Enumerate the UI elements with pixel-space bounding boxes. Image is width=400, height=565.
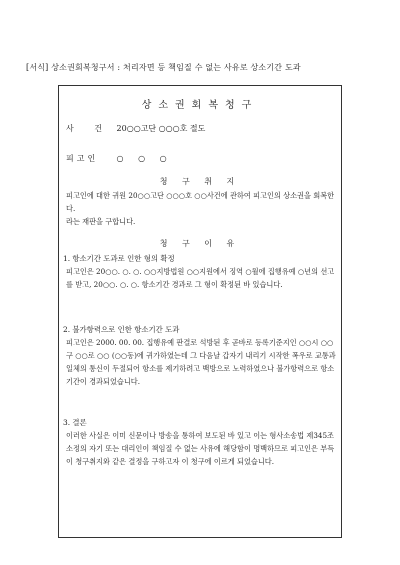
purpose-text: 피고인에 대한 귀원 20○○고단 ○○○호 ○○사건에 관하여 피고인의 상소권을 회복한다. <box>66 191 335 213</box>
reasons-heading: 청 구 이 유 <box>159 239 241 248</box>
form-header: [서식] 상소권회복청구서 : 처리자면 등 책임질 수 없는 사유로 상소기간 도과 <box>26 63 301 72</box>
defendant-row <box>66 153 173 164</box>
reason-2-title: 2. 불가항력으로 인한 항소기간 도과 <box>63 325 180 334</box>
document-title: 상소권회복청구 <box>141 100 259 111</box>
document-box <box>58 85 342 538</box>
defendant-value: ○ ○ ○ <box>116 154 173 163</box>
reason-1-title: 1. 항소기간 도과로 인한 형의 확정 <box>63 254 175 263</box>
case-value: 20○○고단 ○○○호 절도 <box>116 124 206 133</box>
reason-3-title: 3. 결론 <box>63 418 87 427</box>
case-row <box>66 123 205 134</box>
reason-3-text: 이러한 사실은 이미 신문이나 방송을 통하여 보도된 바 있고 이는 형사소송법 제345조 소정의 자기 또는 대리인이 책임질 수 없는 사유에 해당함이 명백하므로 피고인은 부득이 청구취지와 같은 결정을 구하고자 이 청구에 이르게 되었습니다. <box>66 431 335 466</box>
purpose-heading: 청 구 취 지 <box>159 177 241 186</box>
case-label: 사 건 <box>66 124 111 133</box>
reason-2-text: 피고인은 2000. 00. 00. 집행유예 판결로 석방된 후 곧바로 등록기준지인 ○○시 ○○구 ○○로 ○○ (○○동)에 귀가하였는데 그 다음날 갑자기 내리기 시작한 폭우로 교통과 일체의 통신이 두절되어 항소를 제기하려고 백방으로 노력하였으나 불가항력으로 항소기간이 경과되었습니다. <box>66 338 336 386</box>
reason-1-text: 피고인은 20○○. ○. ○. ○○지방법원 ○○지원에서 징역 ○월에 집행유예 ○년의 선고를 받고, 20○○. ○. ○. 항소기간 경과로 그 형이 확정된 바 있습니다. <box>66 267 335 289</box>
defendant-label: 피고인 <box>66 154 99 163</box>
purpose-closing: 라는 재판을 구합니다. <box>66 217 136 226</box>
